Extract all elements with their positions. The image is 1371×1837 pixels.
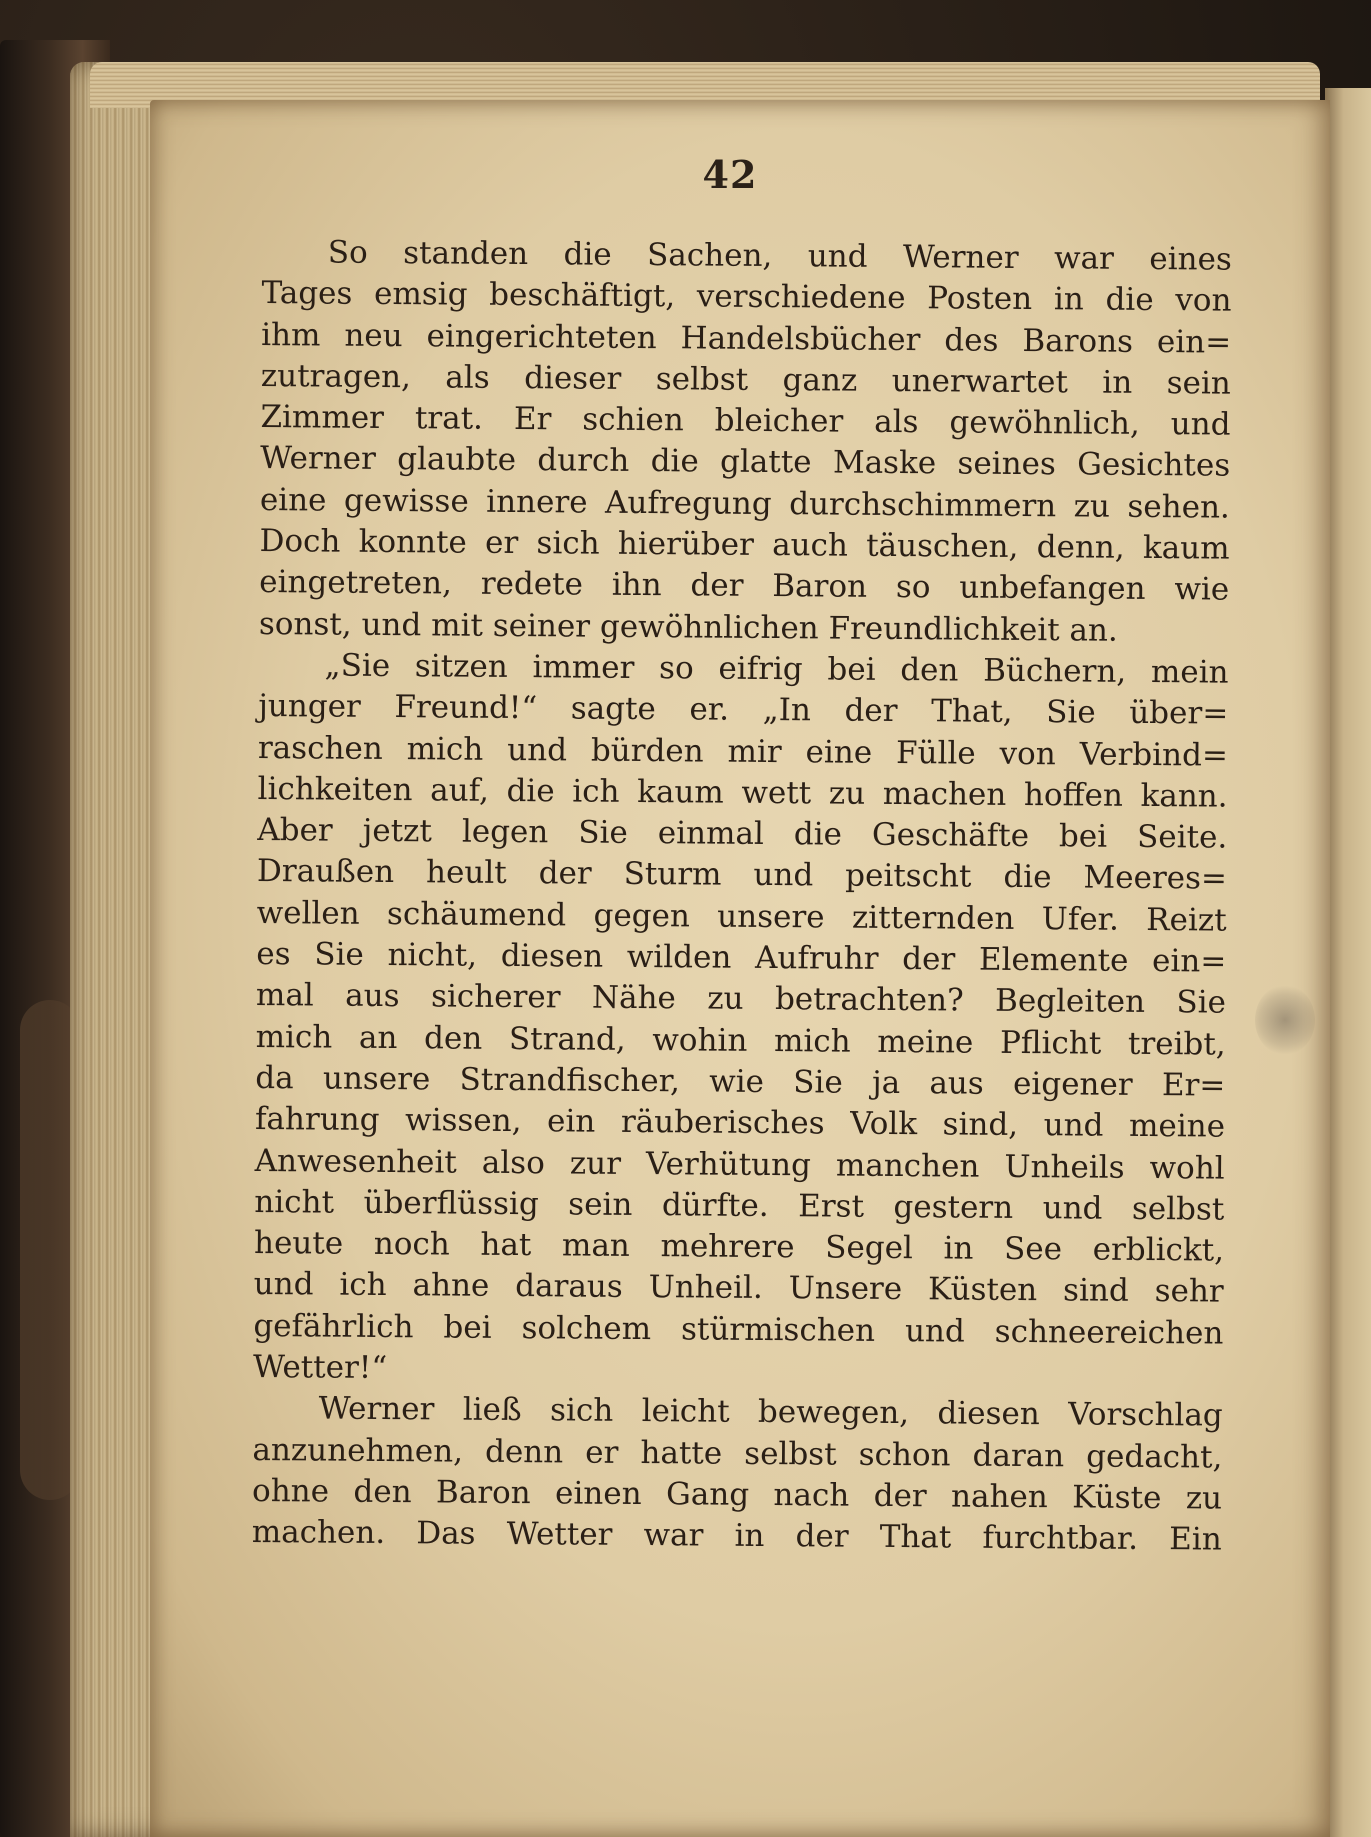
text-line: es Sie nicht, diesen wilden Aufruhr der Elemente ein=: [256, 936, 1227, 980]
text-line: raschen mich und bürden mir eine Fülle von Verbind=: [257, 729, 1229, 774]
text-line: wellen schäumend gegen unsere zitternden Ufer. Reizt: [256, 894, 1227, 939]
text-line: Anwesenheit also zur Verhütung manchen Unheils wohl: [254, 1142, 1225, 1187]
text-line: Draußen heult der Sturm und peitscht die Meeres=: [256, 853, 1228, 898]
text-line: und ich ahne daraus Unheil. Unsere Küsten sind sehr: [253, 1266, 1224, 1311]
text-line: So standen die Sachen, und Werner war eines: [327, 234, 1232, 278]
text-line: mich an den Strand, wohin mich meine Pflicht treibt,: [255, 1018, 1226, 1063]
text-line: „Sie sitzen immer so eifrig bei den Büchern, mein: [324, 647, 1229, 691]
text-line: Doch konnte er sich hierüber auch täuschen, denn, kaum: [259, 523, 1230, 567]
text-line: heute noch hat man mehrere Segel in See erblickt,: [253, 1225, 1225, 1269]
text-line: Wetter!“: [252, 1348, 388, 1387]
text-line: Zimmer trat. Er schien bleicher als gewöhnlich, und: [260, 399, 1231, 443]
page-stain: [1255, 985, 1315, 1055]
text-line: da unsere Strandfischer, wie Sie ja aus eigener Er=: [255, 1059, 1226, 1104]
text-line: lichkeiten auf, die ich kaum wett zu machen hoffen kann.: [257, 770, 1228, 815]
text-line: sonst, und mit seiner gewöhnlichen Freundlichkeit an.: [258, 605, 1118, 649]
facing-page-edge: [1325, 88, 1371, 1837]
text-line: eine gewisse innere Aufregung durchschimmern zu sehen.: [259, 481, 1231, 526]
text-line: fahrung wissen, ein räuberisches Volk sind, und meine: [254, 1101, 1226, 1145]
body-text: [252, 232, 1232, 1561]
text-line: junger Freund!“ sagte er. „In der That, Sie über=: [258, 688, 1229, 732]
text-line: Werner glaubte durch die glatte Maske seines Gesichtes: [260, 440, 1231, 485]
text-line: ihm neu eingerichteten Handelsbücher des Barons ein=: [261, 316, 1232, 361]
page-number: 42: [702, 152, 758, 197]
text-line: Tages emsig beschäftigt, verschiedene Posten in die von: [261, 275, 1232, 319]
text-line: Aber jetzt legen Sie einmal die Geschäfte bei Seite.: [257, 812, 1228, 856]
text-line: zutragen, als dieser selbst ganz unerwartet in sein: [260, 357, 1231, 402]
text-line: machen. Das Wetter war in der That furchtbar. Ein: [251, 1514, 1222, 1558]
text-line: mal aus sicherer Nähe zu betrachten? Begleiten Sie: [255, 977, 1227, 1021]
text-line: eingetreten, redete ihn der Baron so unbefangen wie: [259, 564, 1230, 608]
text-line: ohne den Baron einen Gang nach der nahen Küste zu: [251, 1472, 1223, 1517]
text-line: gefährlich bei solchem stürmischen und schneereichen: [253, 1307, 1224, 1352]
text-line: anzunehmen, denn er hatte selbst schon daran gedacht,: [252, 1431, 1223, 1476]
text-line: nicht überflüssig sein dürfte. Erst gestern und selbst: [254, 1183, 1225, 1228]
text-line: Werner ließ sich leicht bewegen, diesen Vorschlag: [318, 1390, 1223, 1434]
